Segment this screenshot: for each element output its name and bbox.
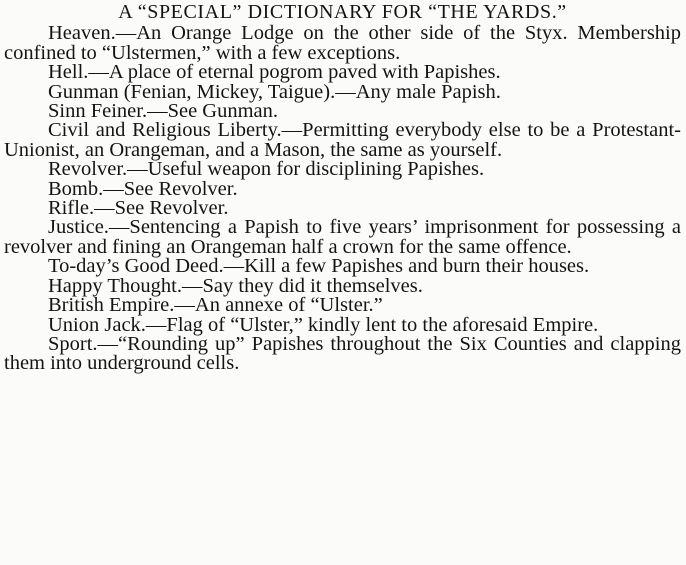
article-title: A “SPECIAL” DICTIONARY FOR “THE YARDS.”: [118, 1, 567, 23]
entry-bomb: Bomb.—See Revolver.: [48, 177, 238, 200]
entry-todays-good-deed: To-day’s Good Deed.—Kill a few Papishes and burn their houses.: [48, 255, 590, 278]
entry-british-empire: British Empire.—An annexe of “Ulster.”: [48, 294, 383, 317]
entry-revolver: Revolver.—Useful weapon for disciplining Papishes.: [48, 158, 485, 181]
entry-justice: Justice.—Sentencing a Papish to five years’ imprisonment for possessing a revolver and fining an Orangeman half a crown for the same offence.: [4, 216, 681, 258]
entry-hell: Hell.—A place of eternal pogrom paved with Papishes.: [48, 61, 501, 84]
entry-sinn-feiner: Sinn Feiner.—See Gunman.: [48, 100, 279, 123]
entry-happy-thought: Happy Thought.—Say they did it themselves.: [48, 274, 423, 297]
entry-rifle: Rifle.—See Revolver.: [48, 197, 229, 220]
entry-civil-religious-liberty: Civil and Religious Liberty.—Permitting everybody else to be a Protestant-Unionist, an Orangeman, and a Mason, the same as yourself.: [4, 119, 681, 161]
entry-heaven: Heaven.—An Orange Lodge on the other side of the Styx. Membership confined to “Ulstermen,” with a few exceptions.: [4, 22, 681, 64]
entry-union-jack: Union Jack.—Flag of “Ulster,” kindly lent to the aforesaid Empire.: [48, 313, 599, 336]
entry-sport: Sport.—“Rounding up” Papishes throughout the Six Counties and clapping them into underground cells.: [4, 332, 681, 375]
entry-gunman: Gunman (Fenian, Mickey, Taigue).—Any male Papish.: [48, 80, 501, 103]
